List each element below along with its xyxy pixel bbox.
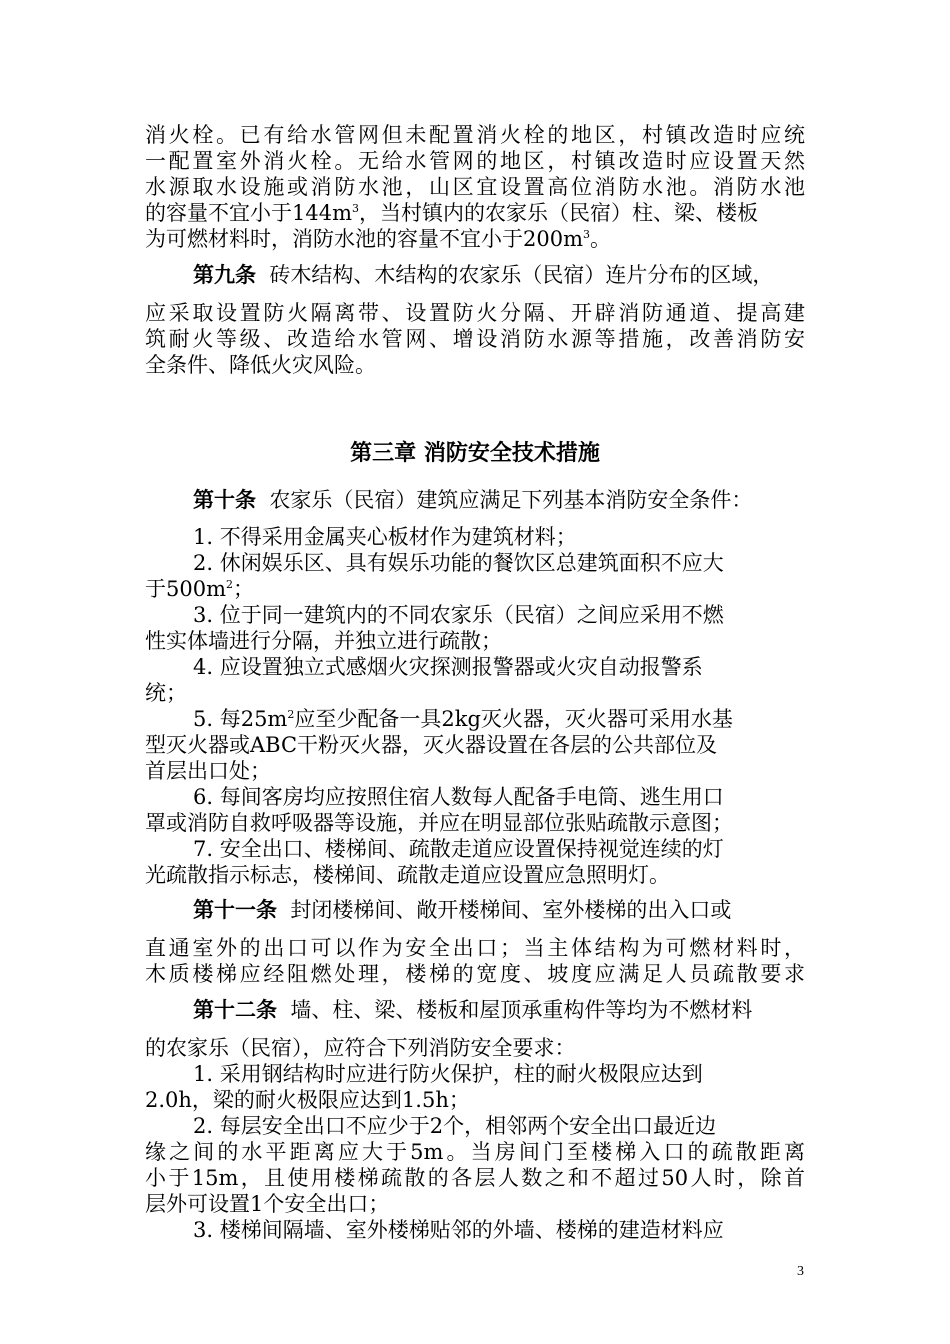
text-line: 的农家乐（民宿），应符合下列消防安全要求：	[145, 1036, 576, 1060]
text-line: 于$500m^2$；	[145, 577, 254, 601]
text-line: 消火栓。已有给水管网但未配置消火栓的地区，村镇改造时应统	[145, 123, 805, 147]
chapter-heading: 第三章 消防安全技术措施	[350, 441, 600, 466]
text-line: 型灭火器或ABC干粉灭火器，灭火器设置在各层的公共部位及	[145, 733, 718, 757]
list-item: 4. 应设置独立式感烟火灾探测报警器或火灾自动报警系	[193, 655, 703, 679]
text-line: 的容量不宜小于$144m^3$，当村镇内的农家乐（民宿）柱、梁、楼板	[145, 201, 758, 225]
article-12-first-line: 第十二条 墙、柱、梁、楼板和屋顶承重构件等均为不燃材料	[193, 997, 753, 1022]
article-label: 第九条	[193, 262, 256, 287]
text-line: 应采取设置防火隔离带、设置防火分隔、开辟消防通道、提高建	[145, 301, 805, 325]
list-item: 2. 休闲娱乐区、具有娱乐功能的餐饮区总建筑面积不应大	[193, 551, 724, 575]
text-line: 木质楼梯应经阻燃处理，楼梯的宽度、坡度应满足人员疏散要求	[145, 962, 805, 986]
text-line: 罩或消防自救呼吸器等设施，并应在明显部位张贴疏散示意图；	[145, 811, 733, 835]
text-line: 水源取水设施或消防水池，山区宜设置高位消防水池。消防水池	[145, 175, 805, 199]
text-line: 直通室外的出口可以作为安全出口；当主体结构为可燃材料时，	[145, 936, 805, 960]
list-item: 2. 每层安全出口不应少于2个，相邻两个安全出口最近边	[193, 1114, 717, 1138]
list-item: 3. 位于同一建筑内的不同农家乐（民宿）之间应采用不燃	[193, 603, 724, 627]
text-line: 统；	[145, 681, 187, 705]
article-label: 第十二条	[193, 997, 277, 1022]
article-label: 第十条	[193, 487, 256, 512]
text-line: 小于15m，且使用楼梯疏散的各层人数之和不超过50人时，除首	[145, 1166, 805, 1190]
text-line: 性实体墙进行分隔，并独立进行疏散；	[145, 629, 502, 653]
article-10-first-line: 第十条 农家乐（民宿）建筑应满足下列基本消防安全条件：	[193, 487, 753, 512]
list-item: 6. 每间客房均应按照住宿人数每人配备手电筒、逃生用口	[193, 785, 724, 809]
page-number: 3	[797, 1264, 804, 1279]
text-line: 为可燃材料时，消防水池的容量不宜小于$200m^3$。	[145, 227, 611, 251]
text-line: 一配置室外消火栓。无给水管网的地区，村镇改造时应设置天然	[145, 149, 805, 173]
list-item: 1. 采用钢结构时应进行防火保护，柱的耐火极限应达到	[193, 1062, 703, 1086]
text-line: 缘之间的水平距离应大于5m。当房间门至楼梯入口的疏散距离	[145, 1140, 805, 1164]
list-item: 5. 每$25m^2$应至少配备一具2kg灭火器，灭火器可采用水基	[193, 707, 733, 731]
text-line: 首层出口处；	[145, 759, 271, 783]
text-line: 筑耐火等级、改造给水管网、增设消防水源等措施，改善消防安	[145, 327, 805, 351]
text-line: 层外可设置1个安全出口；	[145, 1192, 390, 1216]
list-item: 3. 楼梯间隔墙、室外楼梯贴邻的外墙、楼梯的建造材料应	[193, 1218, 724, 1242]
article-label: 第十一条	[193, 897, 277, 922]
list-item: 7. 安全出口、楼梯间、疏散走道应设置保持视觉连续的灯	[193, 837, 724, 861]
article-11-first-line: 第十一条 封闭楼梯间、敞开楼梯间、室外楼梯的出入口或	[193, 897, 732, 922]
text-line: 全条件、降低火灾风险。	[145, 353, 376, 377]
article-9-first-line: 第九条 砖木结构、木结构的农家乐（民宿）连片分布的区域，	[193, 262, 774, 287]
text-line: 光疏散指示标志，楼梯间、疏散走道应设置应急照明灯。	[145, 863, 670, 887]
list-item: 1. 不得采用金属夹心板材作为建筑材料；	[193, 525, 577, 549]
text-line: 2.0h，梁的耐火极限应达到1.5h；	[145, 1088, 470, 1112]
